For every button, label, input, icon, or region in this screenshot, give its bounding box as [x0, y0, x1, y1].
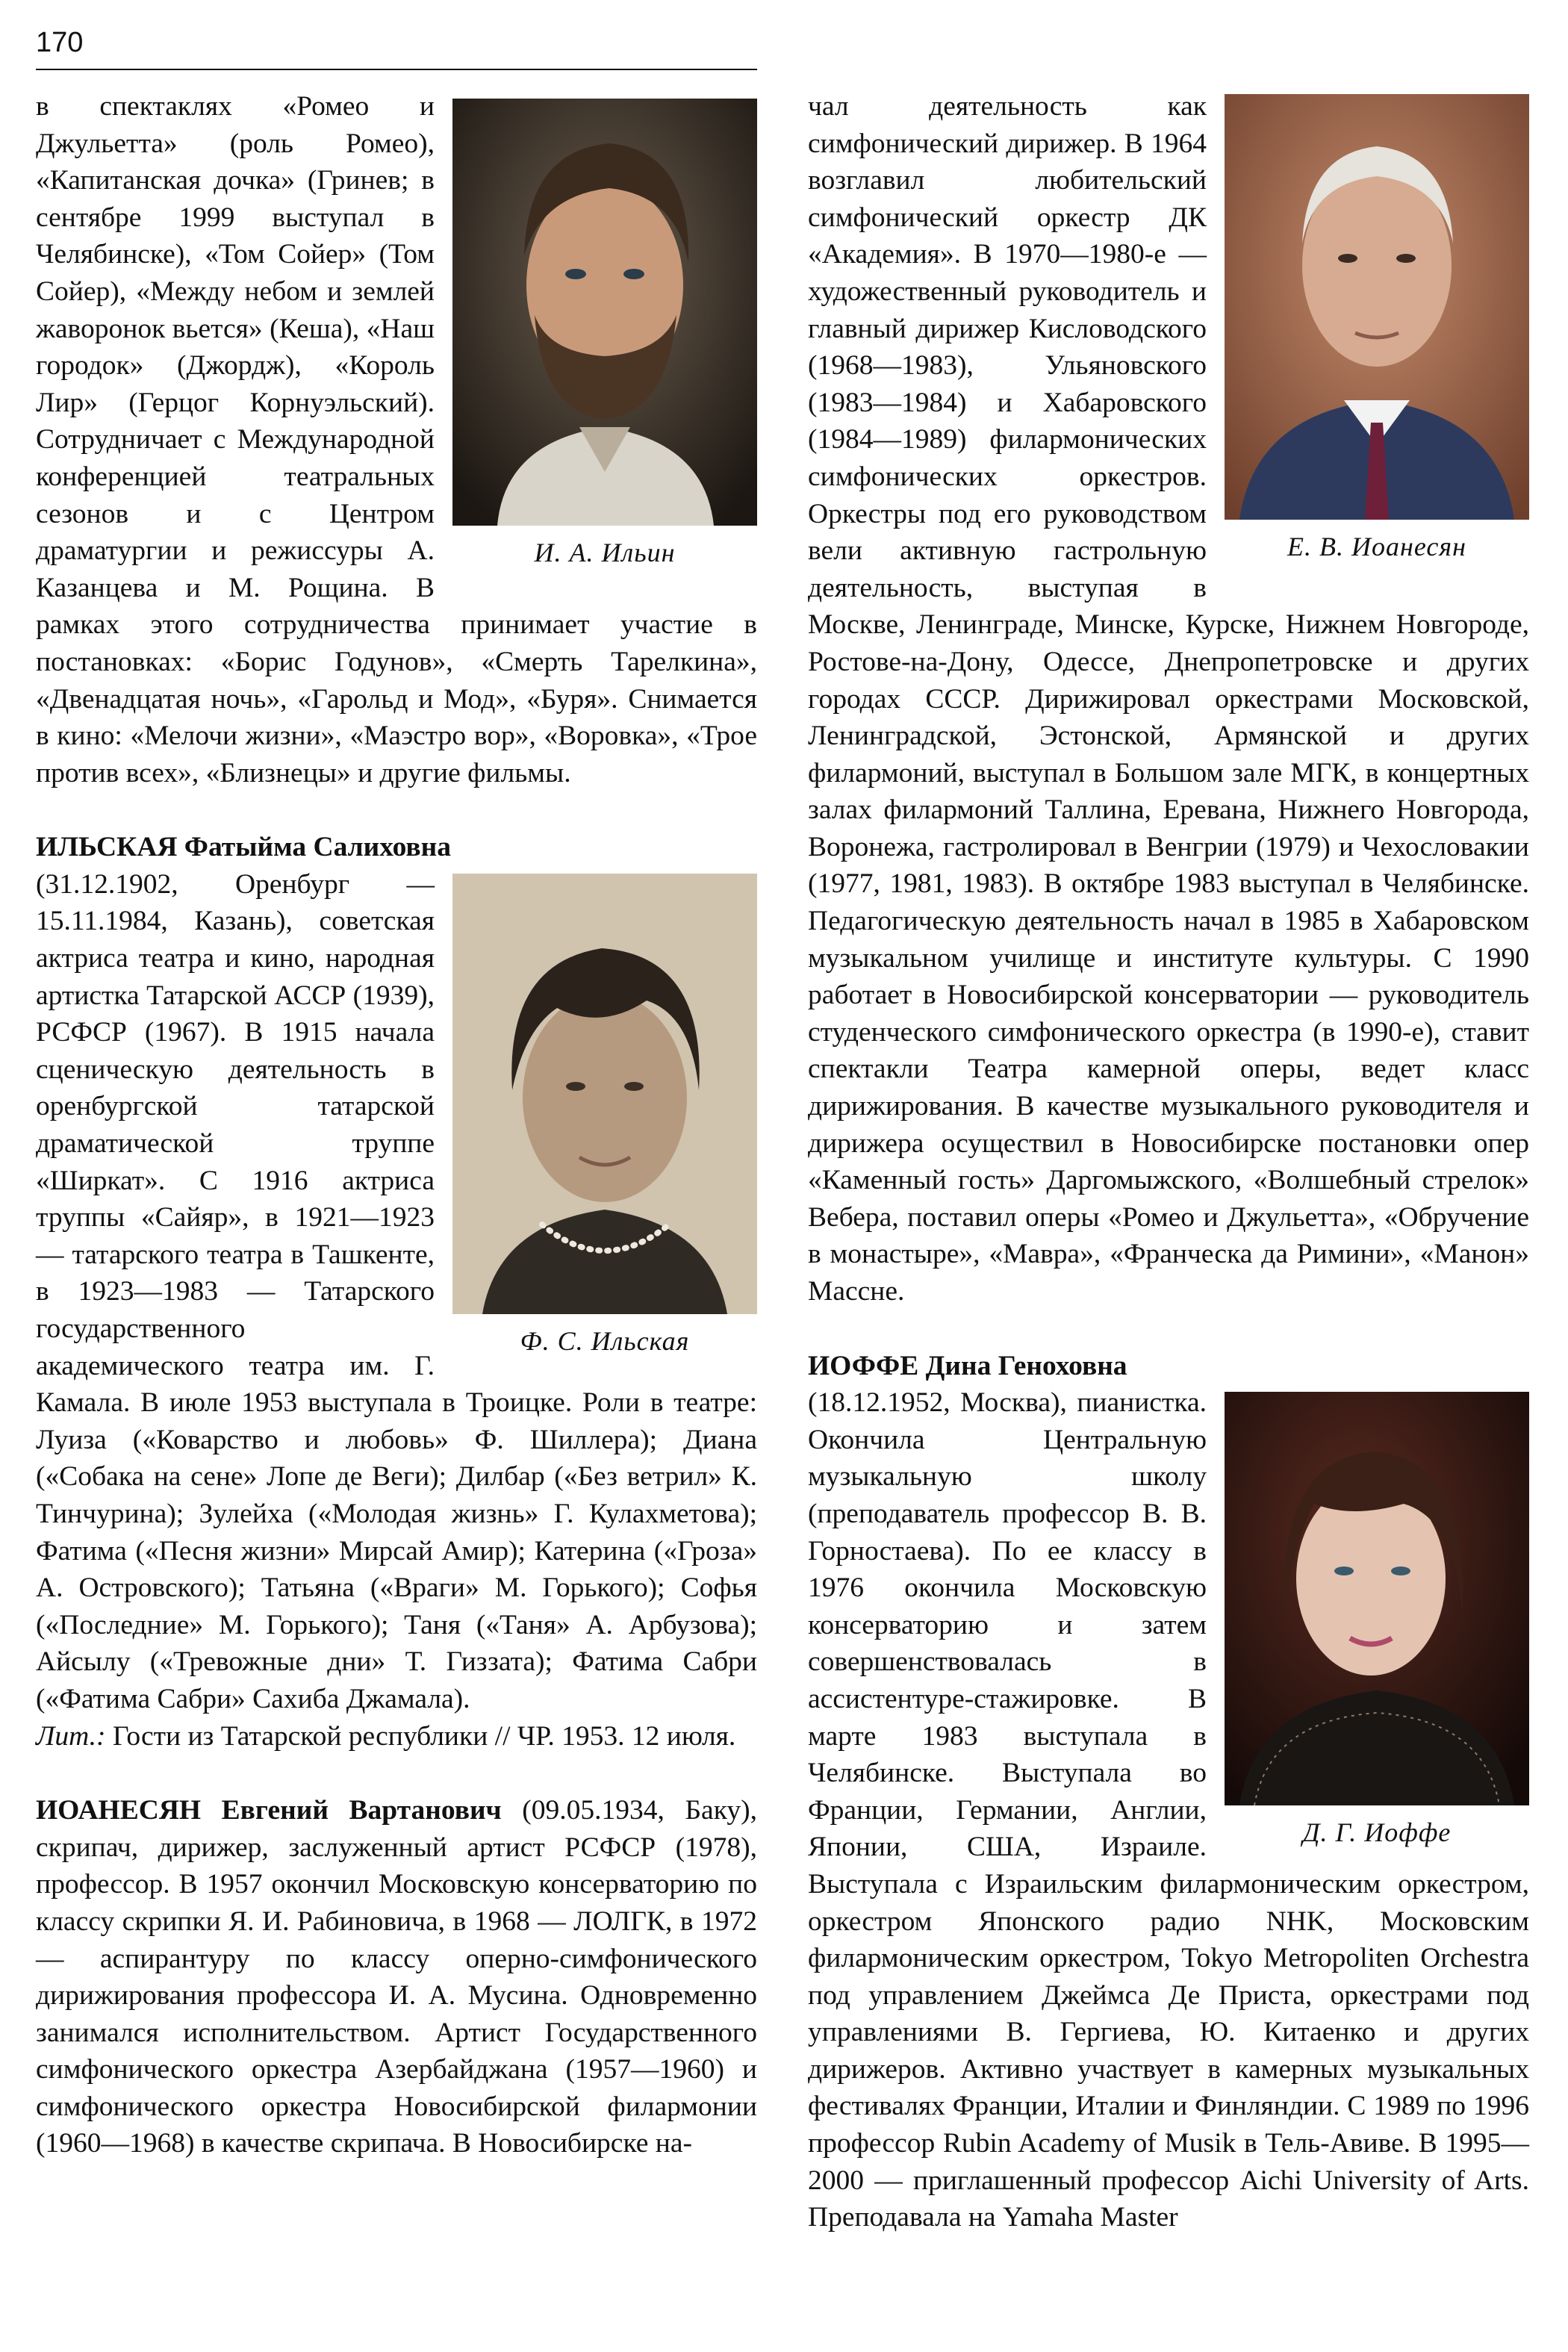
photo-ilyin — [452, 99, 757, 569]
ilyin-continuation: в спектаклях «Ромео и Джульетта» (роль Ромео), «Капитанская дочка» (Гринев; в сентябре 1999 выступал в Челябинске), «Том Сойер» (Том Сойер), «Между небом и землей жаворонок вьется» (Кеша), «Наш городок» (Джордж), «Король Лир» (Герцог Корнуэльский). Сотрудничает с Международной конференцией театральных сезонов и с Центром драматургии и режиссуры А. Казанцева и М. Рощина. В рамках этого сотрудничества принимает участие в постановках: «Борис Годунов», «Смерть Тарелкина», «Двенадцатая ночь», «Гарольд и Мод», «Буря». Снимается в кино: «Мелочи жизни», «Маэстро вор», «Воровка», «Трое против всех», «Близнецы» и другие фильмы. — [36, 91, 757, 788]
ioanesyan-continuation: чал деятельность как симфонический дирижер. В 1964 возглавил любительский симфонический оркестр ДК «Академия». В 1970—1980-е — художественный руководитель и главный дирижер Кисловодского (1968—1983), Ульяновского (1983—1984) и Хабаровского (1984—1989) филармонических симфонических оркестров. Оркестры под его руководством вели активную гастрольную деятельность, выступая в Москве, Ленинграде, Минске, Курске, Нижнем Новгороде, Ростове-на-Дону, Одессе, Днепропетровске и других городах СССР. Дирижировал оркестрами Московской, Ленинградской, Эстонской, Армянской и других филармоний, выступал в Большом зале МГК, в концертных залах филармоний Таллина, Еревана, Нижнего Новгорода, Воронежа, гастролировал в Венгрии (1979) и Чехословакии (1977, 1981, 1983). В октябре 1983 выступал в Челябинске. Педагогическую деятельность начал в 1985 в Хабаровском музыкальном училище и институте культуры. С 1990 работает в Новосибирской консерватории — руководитель студенческого симфонического оркестра (в 1990-е), ставит спектакли Театра камерной оперы, ведет класс дирижирования. В качестве музыкального руководителя и дирижера осуществил в Новосибирске постановки опер «Каменный гость» Даргомыжского, «Волшебный стрелок» Вебера, поставил оперы «Ромео и Джульетта», «Обручение в монастыре», «Мавра», «Франческа да Римини», «Манон» Массне. — [808, 91, 1529, 1307]
portrait-ioanesyan-image — [1225, 94, 1529, 520]
portrait-ilyin-image — [452, 99, 757, 526]
entry-ioffe — [808, 1348, 1529, 1385]
portrait-ilskaya-image — [452, 874, 757, 1314]
photo-ilskaya — [452, 874, 757, 1357]
entry-ioanesyan-text: (09.05.1934, Баку), скрипач, дирижер, заслуженный артист РСФСР (1978), профессор. В 1957 окончил Московскую консерваторию по классу скрипки Я. И. Рабиновича, в 1968 — ЛОЛГК, в 1972 — аспирантуру по классу оперно-симфонического дирижирования профессора И. А. Мусина. Одновременно занимался исполнительством. Артист Государственного симфонического оркестра Азербайджана (1957—1960) и симфонического оркестра Новосибирской филармонии (1960—1968) в качестве скрипача. В Новосибирске на- — [36, 1795, 757, 2159]
entry-ilskaya-body: (31.12.1902, Оренбург — 15.11.1984, Казань), советская актриса театра и кино, народная артистка Татарской АССР (1939), РСФСР (1967). В 1915 начала сценическую деятельность в оренбургской татарской драматической труппе «Ширкат». С 1916 актриса труппы «Сайяр», в 1921—1923 — татарского театра в Ташкенте, в 1923—1983 — Татарского государственного академического театра им. Г. Камала. В июле 1953 выступала в Троицке. Роли в театре: Луиза («Коварство и любовь» Ф. Шиллера); Диана («Собака на сене» Лопе де Веги); Дилбар («Без ветрил» К. Тинчурина); Зулейха («Молодая жизнь» Г. Кулахметова); Фатима («Песня жизни» Мирсай Амир); Катерина («Гроза» А. Островского); Татьяна («Враги» М. Горького); Софья («Последние» М. Горького); Таня («Таня» А. Арбузова); Айсылу («Тревожные дни» Т. Гиззата); Фатима Сабри («Фатима Сабри» Сахиба Джамала). — [36, 868, 757, 1714]
lit-label: Лит.: — [36, 1720, 106, 1752]
page-number: 170 — [36, 27, 84, 58]
entry-ilskaya — [36, 829, 757, 866]
entry-ioanesyan — [36, 1792, 757, 2162]
right-column — [808, 88, 1529, 2236]
caption-ioffe: Д. Г. Иоффе — [1302, 1817, 1452, 1848]
ilskaya-literature — [36, 1718, 757, 1755]
portrait-ioffe-image — [1225, 1392, 1529, 1805]
lit-text: Гости из Татарской республики // ЧР. 1953. 12 июля. — [105, 1720, 736, 1752]
left-column — [36, 88, 757, 2162]
entry-ioffe-body: (18.12.1952, Москва), пианистка. Окончила Центральную музыкальную школу (преподаватель профессор В. В. Горностаева). По ее классу в 1976 окончила Московскую консерваторию и затем совершенствовалась в ассистентуре-стажировке. В марте 1983 выступала в Челябинске. Выступала во Франции, Германии, Англии, Японии, США, Израиле. Выступала с Израильским филармоническим оркестром, оркестром Японского радио NHK, Московским филармоническим оркестром, Tokyo Metropoliten Orchestra под управлением Джеймса Де Приста, оркестрами под управлениями В. Гергиева, Ю. Китаенко и других дирижеров. Активно участвует в камерных музыкальных фестивалях Франции, Италии и Финляндии. С 1989 по 1996 профессор Rubin Academy of Musik в Тель-Авиве. В 1995—2000 — приглашенный профессор Aichi University of Arts. Преподавала на Yamaha Master — [808, 1387, 1529, 2233]
header-rule — [36, 69, 757, 70]
photo-ioffe — [1225, 1392, 1529, 1849]
caption-ilyin: И. А. Ильин — [534, 538, 676, 567]
caption-ioanesyan: Е. В. Иоанесян — [1287, 532, 1466, 561]
entry-ioffe-name: ИОФФЕ Дина Геноховна — [808, 1350, 1127, 1381]
entry-ioanesyan-name: ИОАНЕСЯН Евгений Вартанович — [36, 1795, 502, 1826]
photo-ioanesyan — [1225, 94, 1529, 563]
caption-ilskaya: Ф. С. Ильская — [520, 1325, 690, 1356]
entry-ilskaya-name: ИЛЬСКАЯ Фатыйма Салиховна — [36, 832, 452, 863]
